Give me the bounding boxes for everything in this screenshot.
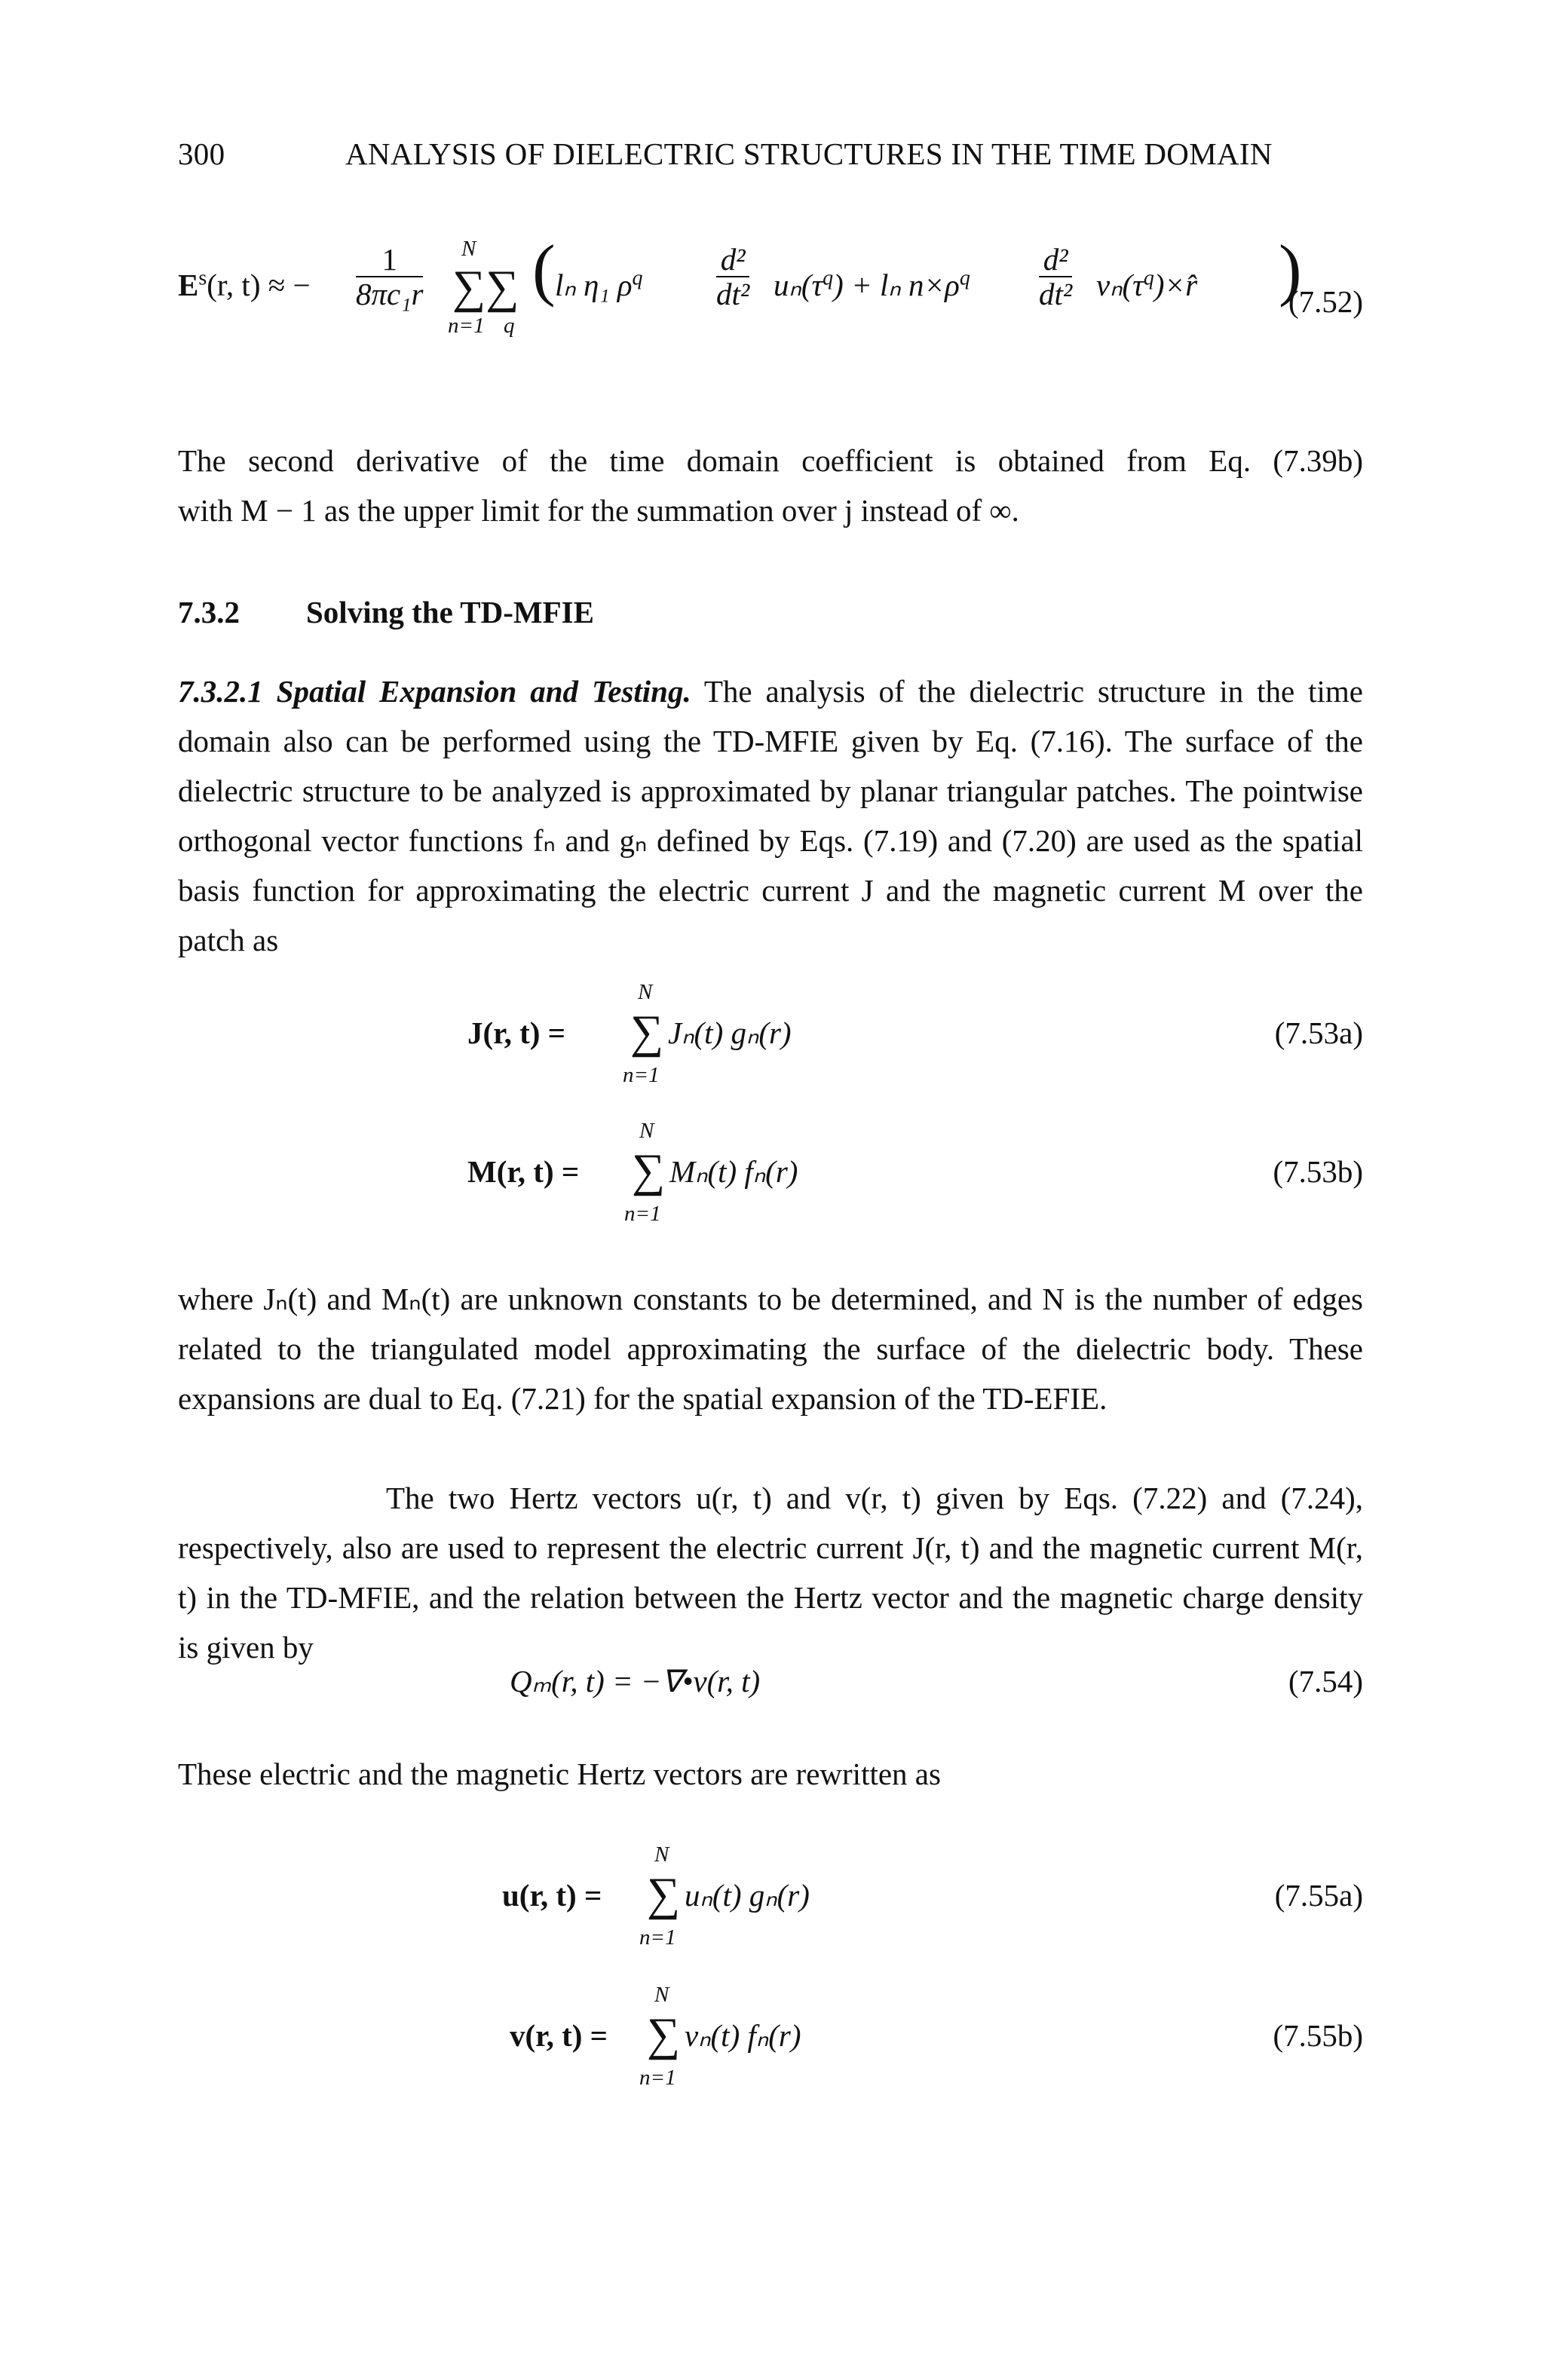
- eq-752-term1-text: lₙ η₁ ρ: [555, 268, 633, 302]
- eq-752-sum-symbol: ∑∑: [452, 262, 519, 313]
- eq-752-term1-end: ) + lₙ n×ρ: [833, 268, 960, 302]
- eq-752-lhs-sup: s: [198, 266, 207, 290]
- paragraph-rewritten: [178, 1749, 1363, 1799]
- eq-752-deriv1-num: d²: [716, 243, 749, 277]
- sum-symbol: ∑: [632, 1145, 666, 1196]
- eq-752-term1: [555, 267, 643, 303]
- paragraph-body: The analysis of the dielectric structure in the time domain also can be performed using the TD-MFIE given by Eq. (7.16). The surface of the dielectric structure to be analyzed is approximated by planar triangular patches. The pointwise orthogonal vector functions fₙ and gₙ defined by Eqs. (7.19) and (7.20) are used as the spatial basis function for approximating the electric current J and the magnetic current M over the patch as: [178, 674, 1363, 957]
- eq-752-lhs-args: (r, t) ≈ −: [207, 268, 311, 302]
- paragraph-body: These electric and the magnetic Hertz vectors are rewritten as: [178, 1757, 941, 1791]
- equation-7-52: [178, 226, 1362, 339]
- sum-upper-limit: N: [654, 1983, 669, 2007]
- eq-753b-lhs: M(r, t) =: [467, 1154, 580, 1189]
- eq-755b-lhs: v(r, t) =: [510, 2018, 608, 2053]
- eq-752-deriv2-num: d²: [1039, 243, 1072, 277]
- eq-752-coef-num: 1: [356, 243, 423, 277]
- eq-753b-rhs: Mₙ(t) fₙ(r): [669, 1154, 798, 1189]
- eq-752-right-brace: ): [1279, 231, 1302, 308]
- eq-752-deriv2-den: dt²: [1039, 277, 1073, 311]
- sum-symbol: ∑: [647, 1869, 681, 1920]
- page-number: 300: [178, 136, 225, 171]
- eq-752-term1-rest: [774, 267, 970, 303]
- equation-number-7-52: (7.52): [1288, 284, 1363, 319]
- eq-752-sup-q2: q: [823, 266, 834, 290]
- running-title: ANALYSIS OF DIELECTRIC STRUCTURES IN THE TIME DOMAIN: [345, 136, 1273, 171]
- eq-752-term2-mid: vₙ(τ: [1096, 268, 1144, 302]
- paragraph-hertz-vectors: [178, 1473, 1363, 1672]
- sum-lower-limit: n=1: [624, 1202, 661, 1226]
- eq-752-term2: [1096, 267, 1197, 303]
- eq-752-lhs: E: [178, 268, 199, 302]
- equation-number-7-53b: (7.53b): [1273, 1154, 1363, 1189]
- sum-lower-limit: n=1: [639, 2066, 676, 2090]
- section-heading: [178, 594, 594, 630]
- eq-752-term1-mid: uₙ(τ: [774, 268, 823, 302]
- sum-symbol: ∑: [630, 1006, 664, 1058]
- paragraph-line: with M − 1 as the upper limit for the summation over j instead of ∞.: [178, 493, 1019, 528]
- paragraph-body: where Jₙ(t) and Mₙ(t) are unknown constants to be determined, and N is the number of edges related to the triangulated model approximating the surface of the dielectric body. These expansions are dual to Eq. (7.21) for the spatial expansion of the TD-EFIE.: [178, 1282, 1363, 1416]
- eq-753a-lhs: J(r, t) =: [467, 1015, 566, 1050]
- eq-755a-lhs: u(r, t) =: [502, 1878, 602, 1913]
- eq-755b-rhs: vₙ(t) fₙ(r): [685, 2018, 801, 2053]
- eq-752-coef: [356, 243, 423, 311]
- equation-number-7-54: (7.54): [1288, 1664, 1363, 1698]
- paragraph-body: The two Hertz vectors u(r, t) and v(r, t) given by Eqs. (7.22) and (7.24), respectively, also are used to represent the electric current J(r, t) and the magnetic current M(r, t) in the TD-MFIE, and the relation between the Hertz vector and the magnetic charge density is given by: [178, 1481, 1363, 1665]
- equation-number-7-53a: (7.53a): [1274, 1015, 1363, 1050]
- eq-752-left-brace: (: [532, 231, 556, 308]
- equation-7-54: Qₘ(r, t) = −∇•v(r, t): [510, 1664, 761, 1698]
- eq-752-deriv1-den: dt²: [716, 277, 750, 311]
- eq-752-deriv2: [1039, 243, 1072, 311]
- eq-752-sum-upper: N: [461, 237, 476, 261]
- eq-752-sum-lower-q: q: [504, 314, 515, 338]
- sum-symbol: ∑: [647, 2009, 681, 2060]
- sum-lower-limit: n=1: [623, 1063, 660, 1087]
- eq-752-sup-q1: q: [632, 266, 643, 290]
- sum-upper-limit: N: [639, 1119, 654, 1143]
- sum-upper-limit: N: [654, 1842, 669, 1867]
- eq-752-sup-q4: q: [1143, 266, 1154, 290]
- paragraph-line: The second derivative of the time domain coefficient is obtained from Eq. (7.39b): [178, 443, 1363, 478]
- runin-heading: 7.3.2.1 Spatial Expansion and Testing.: [178, 674, 691, 709]
- eq-752-sum-lower-n: n=1: [448, 314, 485, 338]
- eq-752-sup-q3: q: [959, 266, 970, 290]
- equation-number-7-55a: (7.55a): [1274, 1878, 1363, 1913]
- eq-755a-rhs: uₙ(t) gₙ(r): [685, 1878, 810, 1913]
- eq-752-deriv1: [716, 243, 749, 311]
- eq-753a-rhs: Jₙ(t) gₙ(r): [668, 1015, 792, 1050]
- eq-752-coef-den: 8πc₁r: [356, 277, 424, 311]
- paragraph-unknown-constants: [178, 1274, 1363, 1423]
- sum-upper-limit: N: [638, 980, 653, 1004]
- section-title: Solving the TD-MFIE: [306, 595, 594, 629]
- eq-752-term2-end: )×r̂: [1153, 268, 1198, 302]
- section-number: 7.3.2: [178, 595, 240, 629]
- paragraph-spatial-expansion: [178, 666, 1363, 965]
- paragraph-second-derivative: [178, 436, 1363, 535]
- sum-lower-limit: n=1: [639, 1925, 676, 1950]
- equation-number-7-55b: (7.55b): [1273, 2018, 1363, 2053]
